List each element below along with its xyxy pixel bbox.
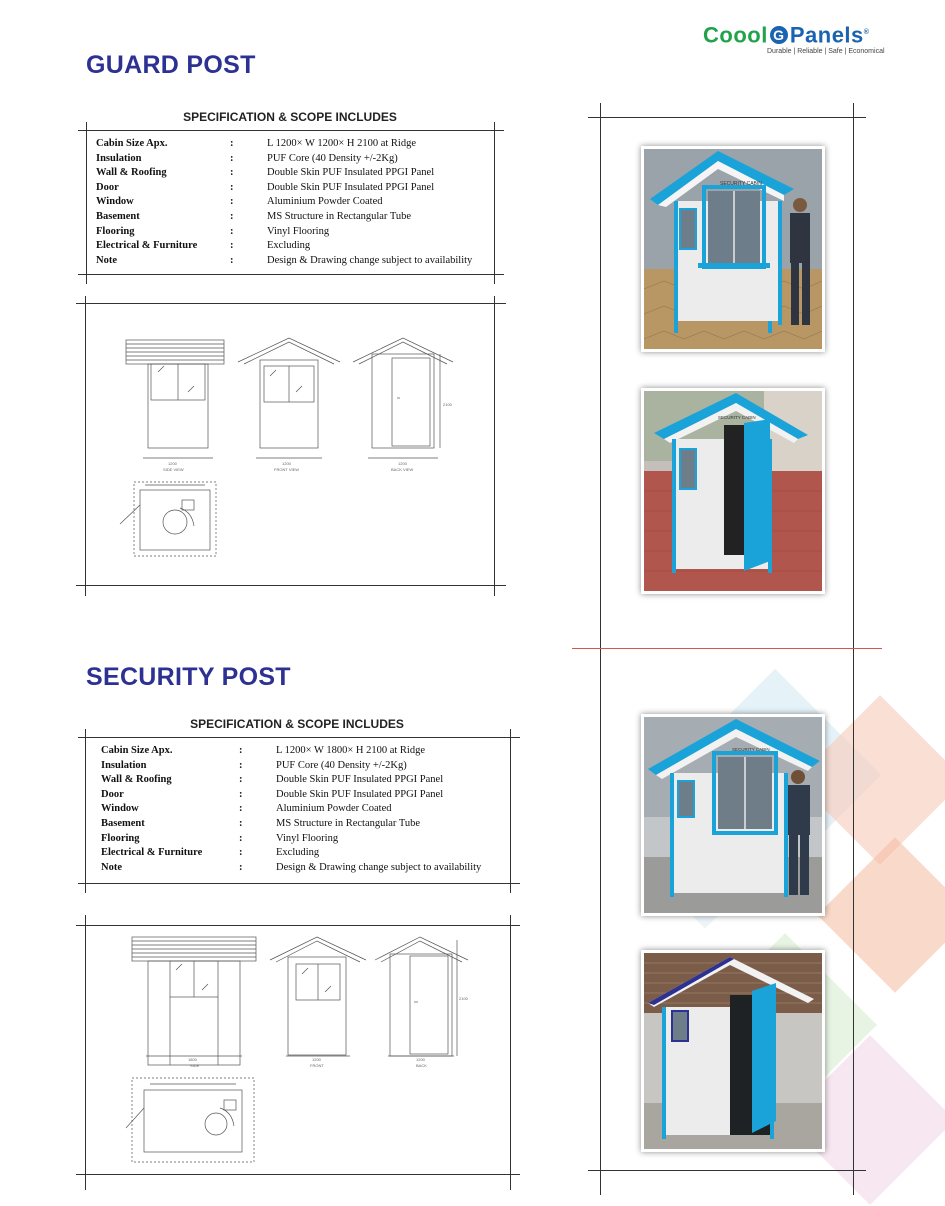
spec-row: Electrical & Furniture : Excluding bbox=[101, 847, 320, 859]
spec-row: Electrical & Furniture : Excluding bbox=[96, 240, 311, 252]
drawing-frame-line bbox=[76, 303, 506, 304]
spec-frame-line bbox=[78, 130, 504, 131]
cabin-illustration bbox=[644, 717, 822, 913]
spec-row: Cabin Size Apx. : L 1200× W 1800× H 2100 at Ridge bbox=[101, 745, 426, 756]
spec-row: Cabin Size Apx. : L 1200× W 1200× H 2100 at Ridge bbox=[96, 138, 417, 149]
security-spec-table bbox=[101, 744, 511, 875]
side-view bbox=[132, 937, 256, 1068]
svg-text:1200: 1200 bbox=[416, 1057, 425, 1062]
svg-text:1200: 1200 bbox=[398, 461, 407, 466]
drawing-frame-line bbox=[76, 1174, 520, 1175]
spec-frame-line bbox=[78, 883, 520, 884]
spec-row: Insulation : PUF Core (40 Density +/-2Kg) bbox=[96, 152, 398, 164]
cabin-illustration bbox=[644, 149, 822, 349]
drawing-frame-line bbox=[76, 585, 506, 586]
plan-view bbox=[126, 1078, 254, 1162]
guard-spec-heading: SPECIFICATION & SCOPE INCLUDES bbox=[183, 110, 397, 124]
logo-tagline: Durable | Reliable | Safe | Economical bbox=[767, 48, 885, 56]
guard-post-photo-2 bbox=[641, 388, 825, 594]
security-post-drawing bbox=[120, 932, 490, 1164]
drawing-frame-line bbox=[85, 296, 86, 596]
spec-row: Basement : MS Structure in Rectangular Tube bbox=[101, 817, 421, 829]
front-view bbox=[238, 338, 340, 472]
drawing-frame-line bbox=[494, 296, 495, 596]
section-divider bbox=[572, 648, 882, 649]
security-spec-heading: SPECIFICATION & SCOPE INCLUDES bbox=[190, 717, 404, 731]
drawing-frame-line bbox=[510, 915, 511, 1190]
photo-frame-line bbox=[600, 103, 601, 1195]
cabin-illustration bbox=[644, 391, 822, 591]
spec-row: Window : Aluminium Powder Coated bbox=[96, 196, 383, 208]
svg-text:1200: 1200 bbox=[168, 461, 177, 466]
spec-row: Wall & Roofing : Double Skin PUF Insulated PPGI Panel bbox=[101, 774, 444, 786]
spec-row: Window : Aluminium Powder Coated bbox=[101, 803, 392, 815]
svg-text:1200: 1200 bbox=[282, 461, 291, 466]
svg-text:BACK VIEW: BACK VIEW bbox=[391, 467, 414, 472]
front-view bbox=[270, 937, 366, 1068]
security-post-photo-2 bbox=[641, 950, 825, 1152]
svg-text:FRONT: FRONT bbox=[310, 1063, 324, 1068]
svg-text:BACK: BACK bbox=[416, 1063, 427, 1068]
guard-spec-table bbox=[96, 137, 496, 268]
plan-view bbox=[120, 482, 216, 556]
svg-text:1800: 1800 bbox=[188, 1057, 197, 1062]
spec-row: Door : Double Skin PUF Insulated PPGI Panel bbox=[101, 788, 444, 800]
svg-text:FRONT VIEW: FRONT VIEW bbox=[274, 467, 300, 472]
cabin-illustration bbox=[644, 953, 822, 1149]
svg-text:SECURITY CABIN: SECURITY CABIN bbox=[718, 415, 756, 420]
back-view bbox=[353, 338, 453, 472]
guard-post-photo-1 bbox=[641, 146, 825, 352]
svg-text:2100: 2100 bbox=[459, 996, 468, 1001]
spec-row: Note : Design & Drawing change subject to availability bbox=[96, 254, 473, 266]
spec-frame-line bbox=[78, 737, 520, 738]
svg-text:2100: 2100 bbox=[443, 402, 452, 407]
spec-row: Door : Double Skin PUF Insulated PPGI Panel bbox=[96, 181, 435, 193]
security-post-title: SECURITY POST bbox=[86, 663, 291, 691]
spec-frame-line bbox=[85, 729, 86, 893]
svg-text:SIDE: SIDE bbox=[190, 1063, 200, 1068]
spec-row: Note : Design & Drawing change subject to availability bbox=[101, 861, 482, 873]
spec-row: Wall & Roofing : Double Skin PUF Insulated PPGI Panel bbox=[96, 167, 435, 179]
background-decoration bbox=[817, 837, 945, 993]
photo-frame-line bbox=[588, 117, 866, 118]
spec-row: Flooring : Vinyl Flooring bbox=[101, 832, 339, 844]
brand-logo bbox=[703, 20, 888, 60]
back-view bbox=[375, 937, 469, 1068]
logo-g-icon: G bbox=[770, 26, 788, 44]
spec-row: Basement : MS Structure in Rectangular Tube bbox=[96, 210, 412, 222]
spec-row: Insulation : PUF Core (40 Density +/-2Kg) bbox=[101, 759, 407, 771]
svg-text:SECURITY CABIN: SECURITY CABIN bbox=[732, 747, 770, 752]
side-view bbox=[126, 340, 224, 472]
photo-frame-line bbox=[853, 103, 854, 1195]
spec-row: Flooring : Vinyl Flooring bbox=[96, 225, 330, 237]
photo-frame-line bbox=[588, 1170, 866, 1171]
svg-text:SIDE VIEW: SIDE VIEW bbox=[163, 467, 184, 472]
guard-post-drawing bbox=[110, 330, 470, 560]
svg-text:SECURITY CABIN: SECURITY CABIN bbox=[720, 181, 762, 187]
spec-frame-line bbox=[86, 122, 87, 284]
spec-frame-line bbox=[78, 274, 504, 275]
svg-text:1200: 1200 bbox=[312, 1057, 321, 1062]
guard-post-title: GUARD POST bbox=[86, 51, 256, 79]
drawing-frame-line bbox=[76, 925, 520, 926]
security-post-photo-1 bbox=[641, 714, 825, 916]
drawing-frame-line bbox=[85, 915, 86, 1190]
logo-wordmark: Coool G Panels® bbox=[703, 22, 870, 48]
